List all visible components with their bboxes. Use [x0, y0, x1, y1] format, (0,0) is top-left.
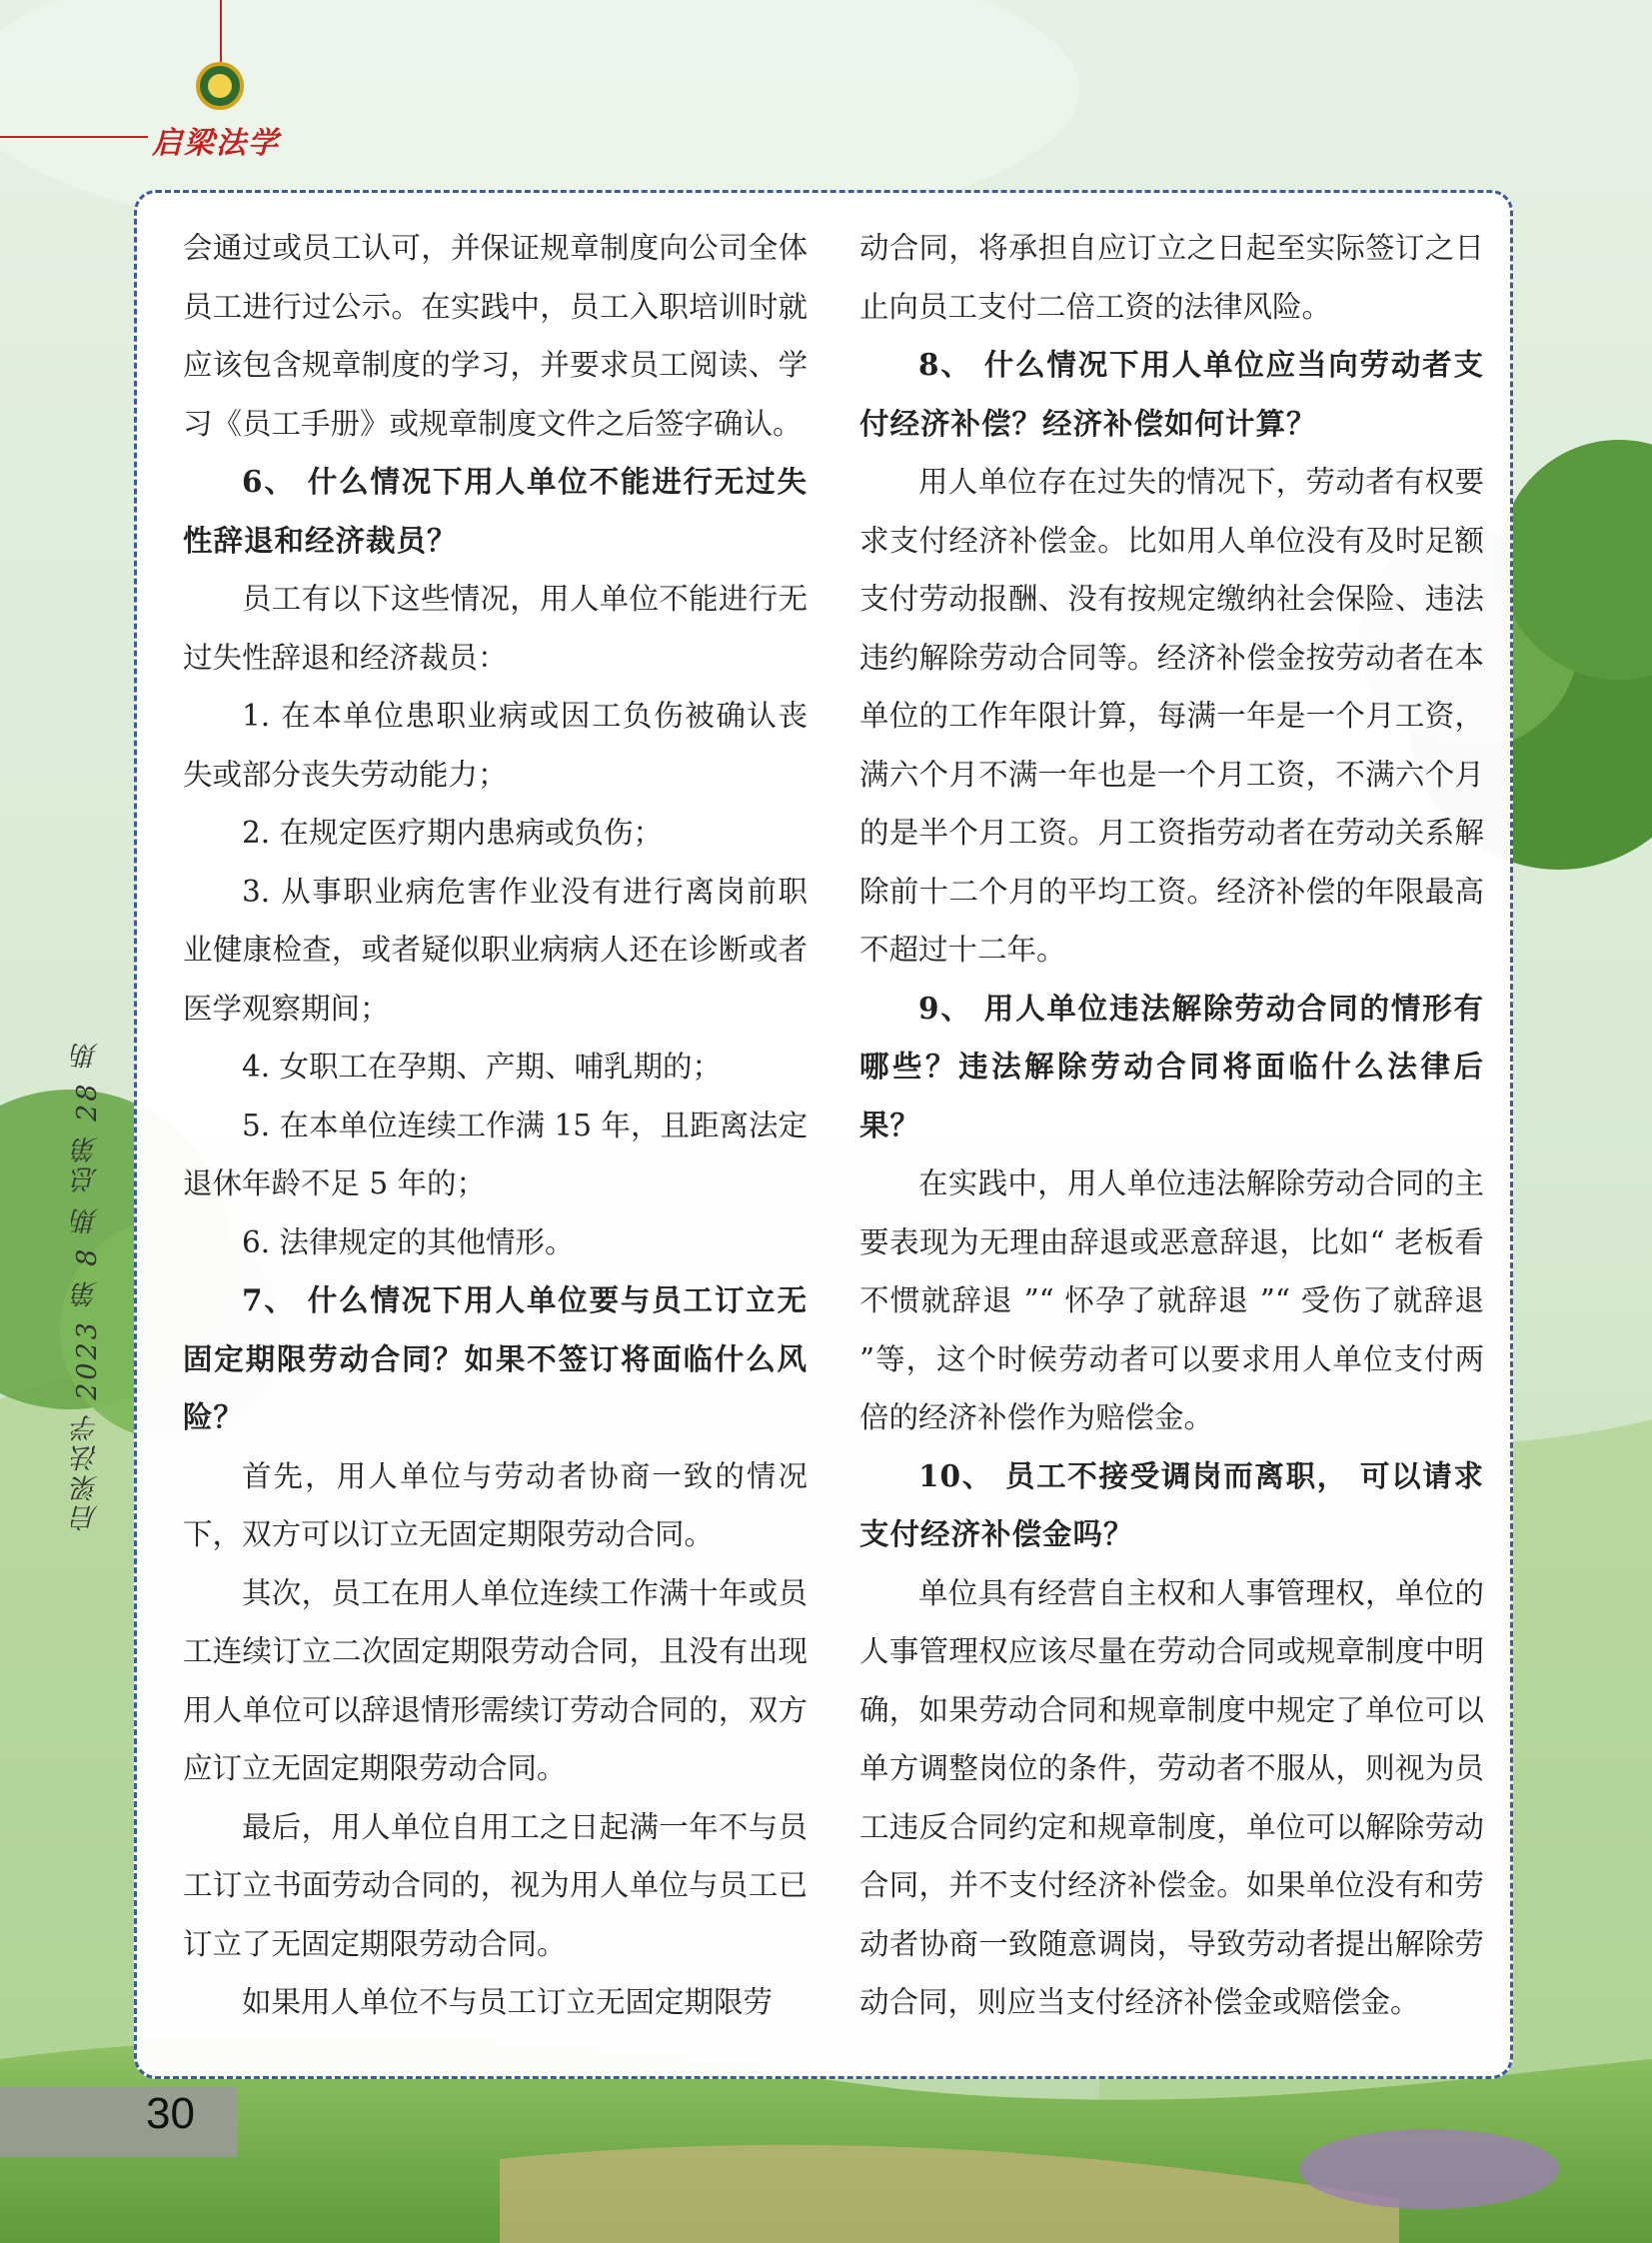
magazine-brand: 启梁法学 — [152, 126, 280, 161]
magazine-logo-icon — [196, 62, 244, 110]
header-red-line-horizontal — [0, 136, 148, 138]
paragraph: 4. 女职工在孕期、产期、哺乳期的； — [242, 1050, 723, 1084]
paragraph: 如果用人单位不与员工订立无固定期限劳 — [242, 1985, 774, 2019]
left-column — [183, 219, 808, 2032]
paragraph: 在实践中，用人单位违法解除劳动合同的主要表现为无理由辞退或恶意辞退，比如“ 老板看不惯就辞退 ”“ 怀孕了就辞退 ”“ 受伤了就辞退 ”等，这个时候劳动者可以要求用人单位支付两倍的经济补偿作为赔偿金。 — [859, 1166, 1484, 1434]
paragraph: 其次，员工在用人单位连续工作满十年或员工连续订立二次固定期限劳动合同，且没有出现用人单位可以辞退情形需续订劳动合同的，双方应订立无固定期限劳动合同。 — [183, 1575, 808, 1785]
question-heading: 7、 什么情况下用人单位要与员工订立无固定期限劳动合同？如果不签订将面临什么风险？ — [183, 1282, 808, 1434]
paragraph: 1. 在本单位患职业病或因工负伤被确认丧失或部分丧失劳动能力； — [183, 699, 808, 792]
paragraph: 员工有以下这些情况，用人单位不能进行无过失性辞退和经济裁员： — [183, 582, 808, 675]
paragraph: 3. 从事职业病危害作业没有进行离岗前职业健康检查，或者疑似职业病病人还在诊断或者医学观察期间； — [183, 874, 808, 1026]
question-heading: 6、 什么情况下用人单位不能进行无过失性辞退和经济裁员？ — [183, 464, 808, 558]
page-number: 30 — [146, 2089, 195, 2138]
paragraph: 首先，用人单位与劳动者协商一致的情况下，双方可以订立无固定期限劳动合同。 — [183, 1458, 808, 1551]
right-column — [859, 219, 1484, 2032]
question-heading: 9、 用人单位违法解除劳动合同的情形有哪些？违法解除劳动合同将面临什么法律后果？ — [859, 990, 1484, 1142]
question-heading: 10、 员工不接受调岗而离职， 可以请求支付经济补偿金吗？ — [859, 1457, 1484, 1551]
paragraph: 2. 在规定医疗期内患病或负伤； — [242, 816, 664, 850]
question-heading: 8、 什么情况下用人单位应当向劳动者支付经济补偿？经济补偿如何计算？ — [859, 347, 1484, 441]
paragraph: 用人单位存在过失的情况下，劳动者有权要求支付经济补偿金。比如用人单位没有及时足额支付劳动报酬、没有按规定缴纳社会保险、违法违约解除劳动合同等。经济补偿金按劳动者在本单位的工作年限计算，每满一年是一个月工资，满六个月不满一年也是一个月工资，不满六个月的是半个月工资。月工资指劳动者在劳动关系解除前十二个月的平均工资。经济补偿的年限最高不超过十二年。 — [859, 465, 1484, 967]
paragraph: 5. 在本单位连续工作满 15 年，且距离法定退休年龄不足 5 年的； — [183, 1108, 808, 1200]
page-number-bar — [0, 2087, 238, 2157]
paragraph: 动合同，将承担自应订立之日起至实际签订之日止向员工支付二倍工资的法律风险。 — [859, 231, 1484, 324]
paragraph: 最后，用人单位自用工之日起满一年不与员工订立书面劳动合同的，视为用人单位与员工已订立了无固定期限劳动合同。 — [183, 1809, 808, 1961]
issue-side-label: 启梁法学 2023 第 8 期 总第 28 期 — [72, 1040, 103, 1532]
article-panel — [134, 190, 1513, 2079]
header-red-line-vertical — [220, 0, 222, 62]
paragraph: 6. 法律规定的其他情形。 — [242, 1224, 575, 1259]
paragraph: 单位具有经营自主权和人事管理权，单位的人事管理权应该尽量在劳动合同或规章制度中明确，如果劳动合同和规章制度中规定了单位可以单方调整岗位的条件，劳动者不服从，则视为员工违反合同约定和规章制度，单位可以解除劳动合同，并不支付经济补偿金。如果单位没有和劳动者协商一致随意调岗，导致劳动者提出解除劳动合同，则应当支付经济补偿金或赔偿金。 — [859, 1575, 1484, 2019]
paragraph: 会通过或员工认可，并保证规章制度向公司全体员工进行过公示。在实践中，员工入职培训时就应该包含规章制度的学习，并要求员工阅读、学习《员工手册》或规章制度文件之后签字确认。 — [183, 231, 808, 441]
